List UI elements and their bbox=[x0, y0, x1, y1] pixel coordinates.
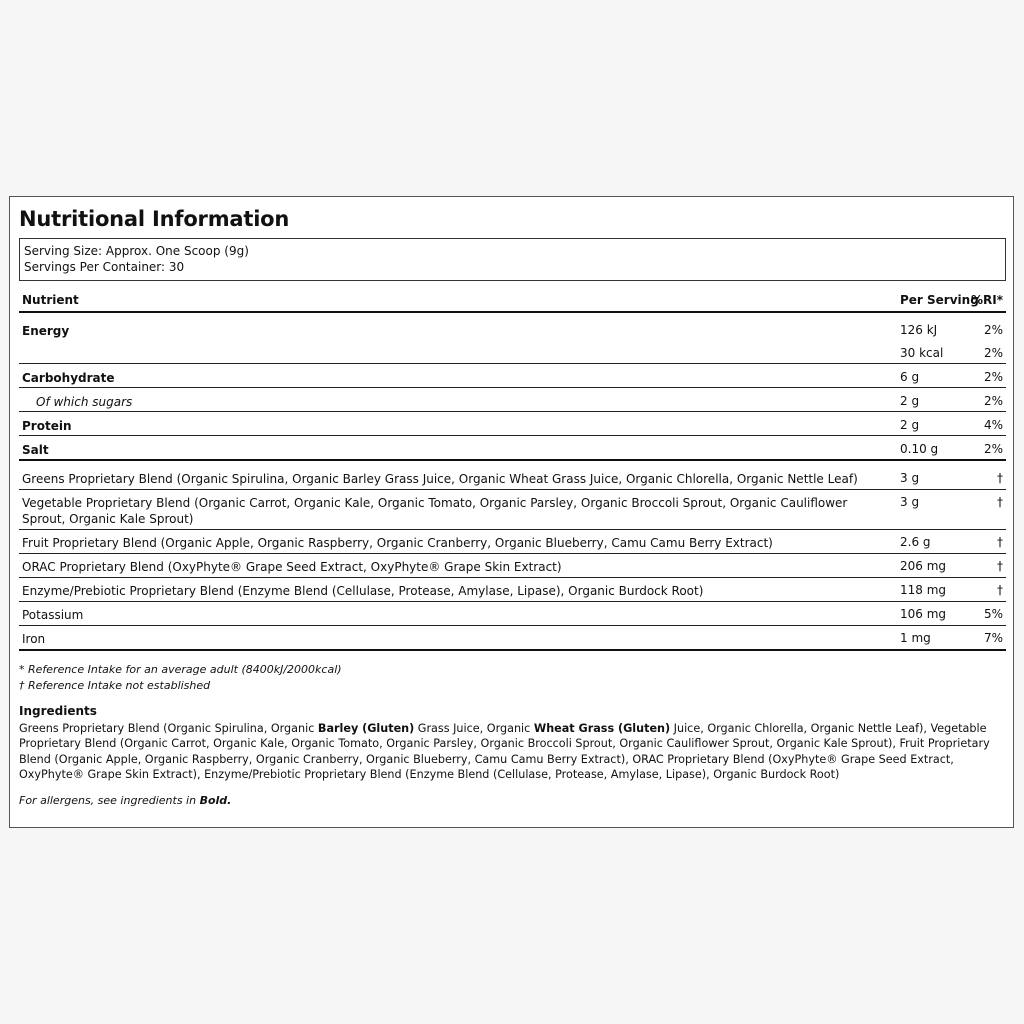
nutrient-amount: 1 mg bbox=[900, 631, 931, 645]
serving-size: Serving Size: Approx. One Scoop (9g) bbox=[24, 244, 249, 258]
nutrient-ri: 2% bbox=[983, 346, 1003, 360]
serving-info-box bbox=[19, 238, 1006, 281]
column-nutrient: Nutrient bbox=[22, 293, 79, 307]
footnote-not-established: † Reference Intake not established bbox=[19, 678, 211, 692]
nutrient-ri: 2% bbox=[983, 323, 1003, 337]
nutrient-ri: † bbox=[997, 535, 1003, 549]
nutrient-ri: 2% bbox=[983, 442, 1003, 456]
divider bbox=[19, 649, 1006, 651]
allergen-wheat: Wheat Grass (Gluten) bbox=[533, 722, 671, 735]
allergen-note bbox=[19, 794, 231, 807]
nutrient-name: Vegetable Proprietary Blend (Organic Carrot, Organic Kale, Organic Tomato, Organic Parsley, Organic Broccoli Sprout, Organic Cauliflower Sprout, Organic Kale Sprout) bbox=[22, 496, 848, 526]
divider bbox=[19, 459, 1006, 461]
nutrient-name: Salt bbox=[22, 443, 49, 457]
nutrient-name: Iron bbox=[22, 632, 46, 646]
footnote-reference-intake: * Reference Intake for an average adult (8400kJ/2000kcal) bbox=[19, 663, 342, 676]
nutrient-name: Fruit Proprietary Blend (Organic Apple, Organic Raspberry, Organic Cranberry, Organic Blueberry, Camu Camu Berry Extract) bbox=[22, 536, 773, 550]
ingredients-part: Greens Proprietary Blend (Organic Spirulina, Organic bbox=[19, 722, 318, 735]
nutrient-amount: 6 g bbox=[900, 370, 920, 384]
nutrient-name: Of which sugars bbox=[36, 395, 133, 409]
nutrient-amount: 30 kcal bbox=[900, 346, 944, 360]
nutrient-amount: 2 g bbox=[900, 418, 920, 432]
nutrient-ri: 7% bbox=[983, 631, 1003, 645]
nutrient-amount: 2 g bbox=[900, 394, 920, 408]
nutrient-name: Potassium bbox=[22, 608, 84, 622]
servings-per-container: Servings Per Container: 30 bbox=[24, 260, 185, 274]
nutrient-name: Protein bbox=[22, 419, 72, 433]
divider bbox=[19, 625, 1006, 626]
allergen-note-bold: Bold. bbox=[199, 794, 232, 807]
ingredients-text bbox=[19, 721, 999, 782]
divider bbox=[19, 489, 1006, 490]
nutrient-ri: † bbox=[997, 583, 1003, 597]
nutrient-amount: 3 g bbox=[900, 471, 920, 485]
nutrient-name: Carbohydrate bbox=[22, 371, 115, 385]
ingredients-part: Grass Juice, Organic bbox=[414, 722, 534, 735]
page-title: Nutritional Information bbox=[19, 207, 290, 231]
nutrient-ri: 5% bbox=[983, 607, 1003, 621]
column-ri: %RI* bbox=[970, 293, 1003, 307]
nutrient-amount: 126 kJ bbox=[900, 323, 938, 337]
nutrition-panel bbox=[9, 196, 1014, 828]
nutrient-name: Greens Proprietary Blend (Organic Spirulina, Organic Barley Grass Juice, Organic Wheat Grass Juice, Organic Chlorella, Organic Nettle Leaf) bbox=[22, 472, 858, 486]
divider bbox=[19, 363, 1006, 364]
divider bbox=[19, 577, 1006, 578]
allergen-barley: Barley (Gluten) bbox=[317, 722, 415, 735]
nutrient-ri: † bbox=[997, 471, 1003, 485]
nutrient-ri: 4% bbox=[983, 418, 1003, 432]
allergen-note-text: For allergens, see ingredients in bbox=[19, 794, 200, 807]
nutrient-amount: 3 g bbox=[900, 495, 920, 509]
nutrient-ri: † bbox=[997, 495, 1003, 509]
nutrient-ri: 2% bbox=[983, 370, 1003, 384]
nutrient-amount: 2.6 g bbox=[900, 535, 931, 549]
divider bbox=[19, 387, 1006, 388]
nutrient-amount: 118 mg bbox=[900, 583, 947, 597]
footnotes bbox=[19, 662, 342, 693]
nutrient-name: ORAC Proprietary Blend (OxyPhyte® Grape Seed Extract, OxyPhyte® Grape Skin Extract) bbox=[22, 560, 562, 574]
divider bbox=[19, 601, 1006, 602]
nutrient-name: Energy bbox=[22, 324, 70, 338]
nutrient-amount: 206 mg bbox=[900, 559, 947, 573]
nutrient-amount: 0.10 g bbox=[900, 442, 939, 456]
divider bbox=[19, 435, 1006, 436]
divider bbox=[19, 411, 1006, 412]
ingredients-part: Juice, Organic Chlorella, Organic Nettle Leaf), Vegetable Proprietary Blend (Organic Carrot, Organic Kale, Organic Tomato, Organic Parsley, Organic Broccoli Sprout, Organic Cauliflower Sprout, Organic Kale Sprout), Fruit Proprietary Blend (Organic Apple, Organic Raspberry, Organic Cranberry, Organic Blueberry, Camu Camu Berry Extract), ORAC Proprietary Blend (OxyPhyte® Grape Seed Extract, OxyPhyte® Grape Skin Extract), Enzyme/Prebiotic Proprietary Blend (Enzyme Blend (Cellulase, Protease, Amylase, Lipase), Organic Burdock Root) bbox=[19, 722, 990, 781]
nutrient-ri: † bbox=[997, 559, 1003, 573]
ingredients-heading: Ingredients bbox=[19, 704, 97, 718]
nutrient-ri: 2% bbox=[983, 394, 1003, 408]
divider bbox=[19, 553, 1006, 554]
nutrient-amount: 106 mg bbox=[900, 607, 947, 621]
divider bbox=[19, 529, 1006, 530]
divider bbox=[19, 311, 1006, 313]
nutrient-name: Enzyme/Prebiotic Proprietary Blend (Enzyme Blend (Cellulase, Protease, Amylase, Lipase), Organic Burdock Root) bbox=[22, 584, 704, 598]
column-per-serving: Per Serving bbox=[900, 293, 979, 307]
